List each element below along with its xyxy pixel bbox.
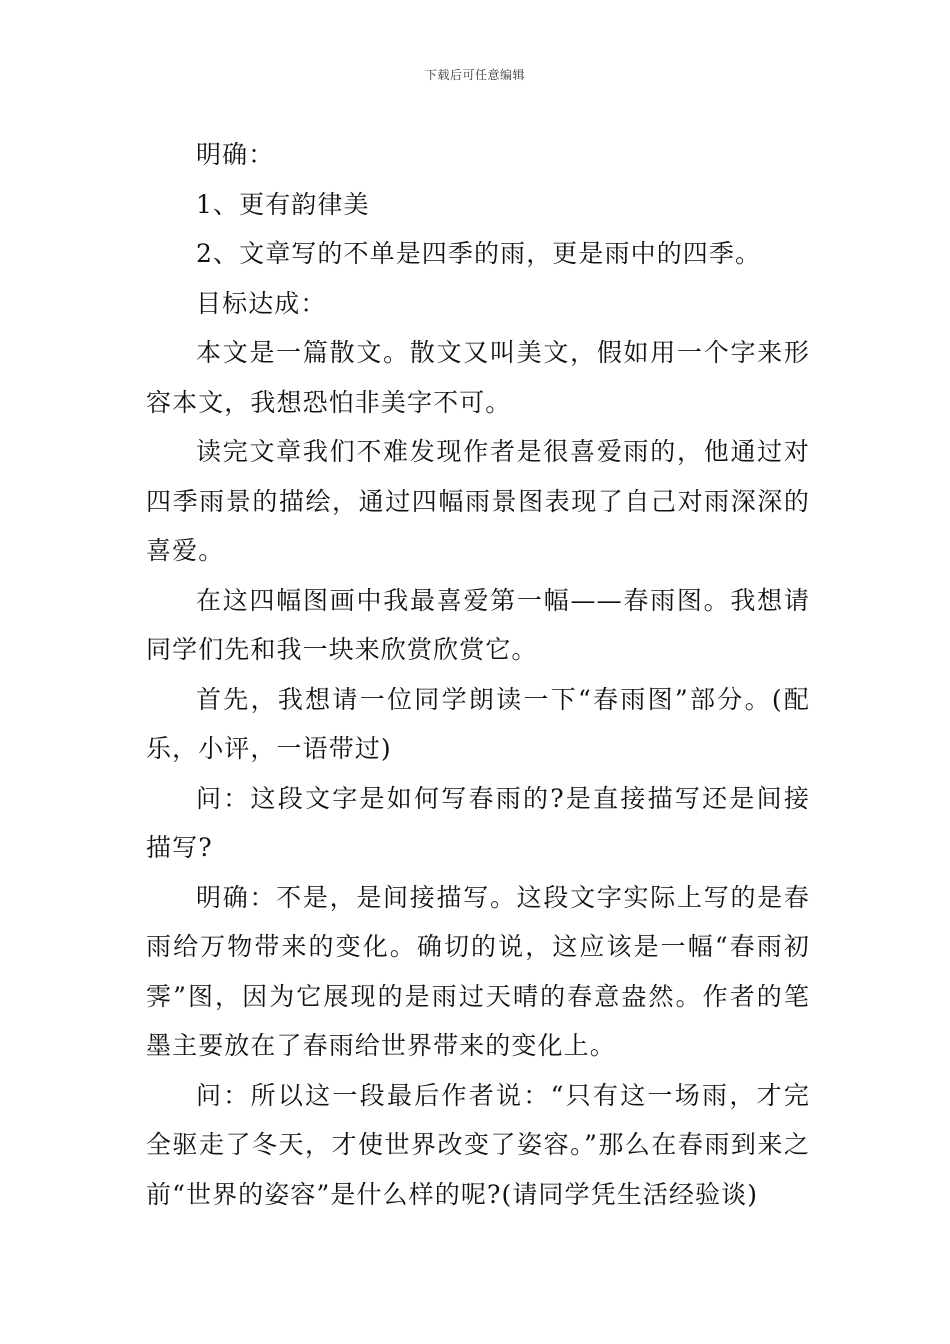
- document-body: [146, 130, 810, 1219]
- paragraph: 本文是一篇散文。散文又叫美文，假如用一个字来形容本文，我想恐怕非美字不可。: [146, 338, 810, 417]
- paragraph: 明确：: [196, 140, 275, 169]
- paragraph: 明确：不是，是间接描写。这段文字实际上写的是春雨给万物带来的变化。确切的说，这应该是一幅“春雨初霁”图，因为它展现的是雨过天晴的春意盎然。作者的笔墨主要放在了春雨给世界带来的变化上。: [146, 882, 810, 1060]
- paragraph: 目标达成：: [196, 288, 327, 318]
- paragraph: 问：这段文字是如何写春雨的?是直接描写还是间接描写?: [146, 783, 810, 862]
- paragraph: 在这四幅图画中我最喜爱第一幅——春雨图。我想请同学们先和我一块来欣赏欣赏它。: [146, 585, 810, 664]
- paragraph: 首先，我想请一位同学朗读一下“春雨图”部分。(配乐，小评，一语带过): [146, 684, 810, 763]
- page-header: 下载后可任意编辑: [424, 68, 525, 82]
- paragraph: 1、更有韵律美: [196, 189, 370, 219]
- paragraph: 问：所以这一段最后作者说：“只有这一场雨，才完全驱走了冬天，才使世界改变了姿容。”那么在春雨到来之前“世界的姿容”是什么样的呢?(请同学凭生活经验谈): [146, 1080, 810, 1209]
- paragraph: 读完文章我们不难发现作者是很喜爱雨的，他通过对四季雨景的描绘，通过四幅雨景图表现了自己对雨深深的喜爱。: [146, 437, 810, 565]
- paragraph: 2、文章写的不单是四季的雨，更是雨中的四季。: [196, 239, 762, 268]
